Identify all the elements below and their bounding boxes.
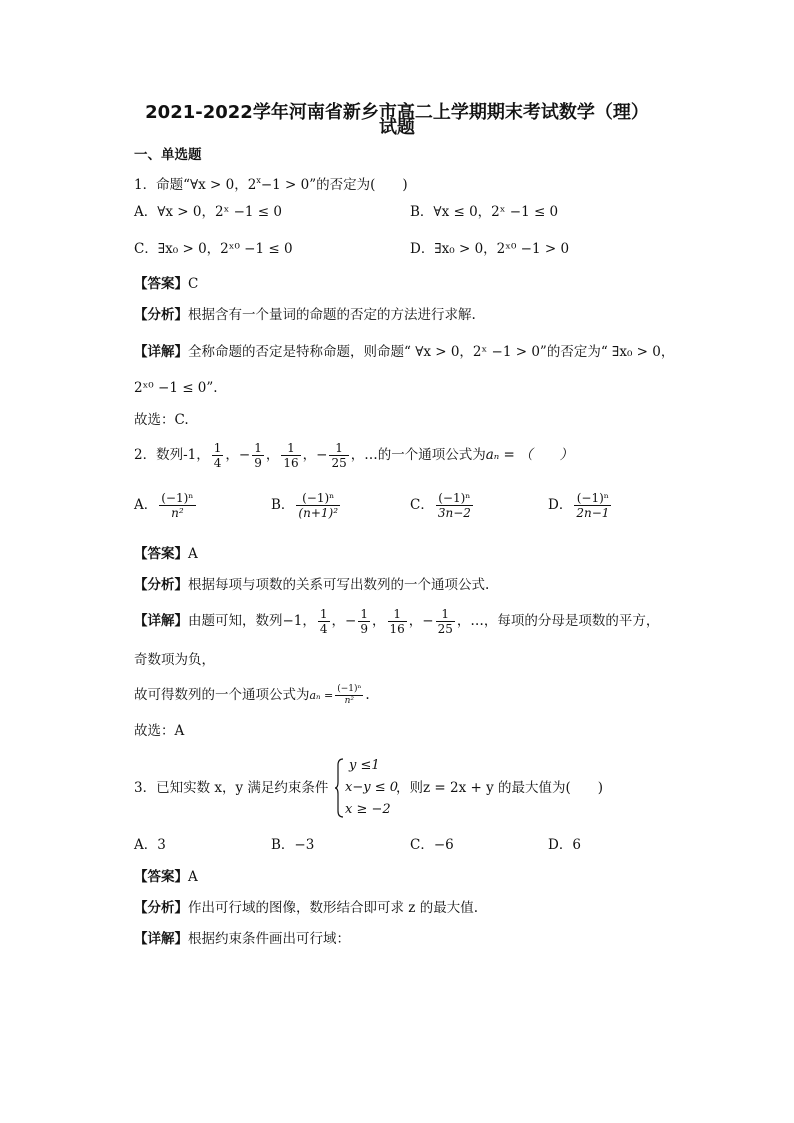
q3-option-b: B．−3: [271, 837, 315, 853]
section-heading: 一、单选题: [134, 147, 202, 163]
q3-analysis: 【分析】作出可行域的图像，数形结合即可求 z 的最大值.: [134, 900, 478, 916]
q1-option-c: C．∃x₀ > 0，2ˣ⁰ −1 ≤ 0: [134, 241, 293, 257]
q3-option-d: D．6: [548, 837, 581, 853]
q2-choose: 故选：A: [134, 723, 185, 739]
q1-detail-cont: 2ˣ⁰ −1 ≤ 0”.: [134, 380, 218, 396]
q3-option-a: A．3: [134, 837, 166, 853]
q2-stem: 2．数列-1， $\frac{1}{4}$ ，− $\frac{1}{9}$ ， $\frac{1}{16}$ ，− $\frac{1}{25}$ ，…的一个通项公式为aₙ = （ ）: [134, 441, 574, 470]
constraint-3: x ≥ −2: [345, 802, 391, 817]
q2-detail-formula: 故可得数列的一个通项公式为aₙ = $\frac{\text{(−1)ⁿ}}{\text{n²}}$ .: [134, 684, 370, 706]
q2-answer: 【答案】A: [134, 546, 198, 562]
q1-option-b: B．∀x ≤ 0，2ˣ −1 ≤ 0: [410, 204, 559, 220]
constraint-1: y ≤1: [349, 758, 380, 773]
q2-detail: 【详解】由题可知，数列−1， $\frac{1}{4}$ ，− $\frac{1}{9}$ ， $\frac{1}{16}$ ，− $\frac{1}{25}$ ，…，每项的分母是项数的平方，: [134, 607, 660, 636]
fraction: $\frac{1}{25}$: [331, 441, 347, 470]
q2-option-c: C． $\frac{\text{(−1)ⁿ}}{3n-2}$: [410, 491, 471, 520]
q3-stem-b: ，则z = 2x + y 的最大值为( ): [396, 780, 604, 796]
fraction: $\frac{1}{9}$: [254, 441, 262, 470]
fraction: $\frac{1}{16}$: [283, 441, 299, 470]
q3-stem-a: 3．已知实数 x，y 满足约束条件: [134, 780, 329, 796]
q1-answer: 【答案】C: [134, 276, 199, 292]
q2-analysis: 【分析】根据每项与项数的关系可写出数列的一个通项公式.: [134, 577, 490, 593]
fraction: $\frac{1}{4}$: [213, 441, 222, 470]
q1-analysis: 【分析】根据含有一个量词的命题的否定的方法进行求解.: [134, 307, 476, 323]
q1-choose: 故选：C.: [134, 412, 189, 428]
constraint-2: x−y ≤ 0: [345, 780, 398, 795]
page-title: 2021-2022学年河南省新乡市高二上学期期末考试数学（理）: [145, 102, 649, 123]
q2-option-d: D． $\frac{\text{(−1)ⁿ}}{2n-1}$: [548, 491, 610, 520]
q3-answer: 【答案】A: [134, 869, 198, 885]
brace-icon: [335, 757, 345, 819]
q1-option-a: A．∀x > 0，2ˣ −1 ≤ 0: [134, 204, 282, 220]
constraint-system: [335, 757, 398, 819]
q1-stem: 1．命题“∀x > 0，$2^x-1 > 0$”的否定为( ): [134, 176, 408, 193]
q2-option-b: B． $\frac{\text{(−1)ⁿ}}{\text{(n+1)²}}$: [271, 491, 339, 520]
page-title-line2: 试题: [379, 117, 415, 138]
q1-option-d: D．∃x₀ > 0，2ˣ⁰ −1 > 0: [410, 241, 570, 257]
q3-detail: 【详解】根据约束条件画出可行域：: [134, 931, 350, 947]
q1-detail: 【详解】全称命题的否定是特称命题，则命题“ ∀x > 0，2ˣ −1 > 0”的否定为“ ∃x₀ > 0，: [134, 344, 675, 360]
q3-option-c: C．−6: [410, 837, 454, 853]
q2-detail-cont: 奇数项为负，: [134, 652, 215, 668]
q2-option-a: A． $\frac{\text{(−1)ⁿ}}{\text{n²}}$: [134, 491, 194, 520]
